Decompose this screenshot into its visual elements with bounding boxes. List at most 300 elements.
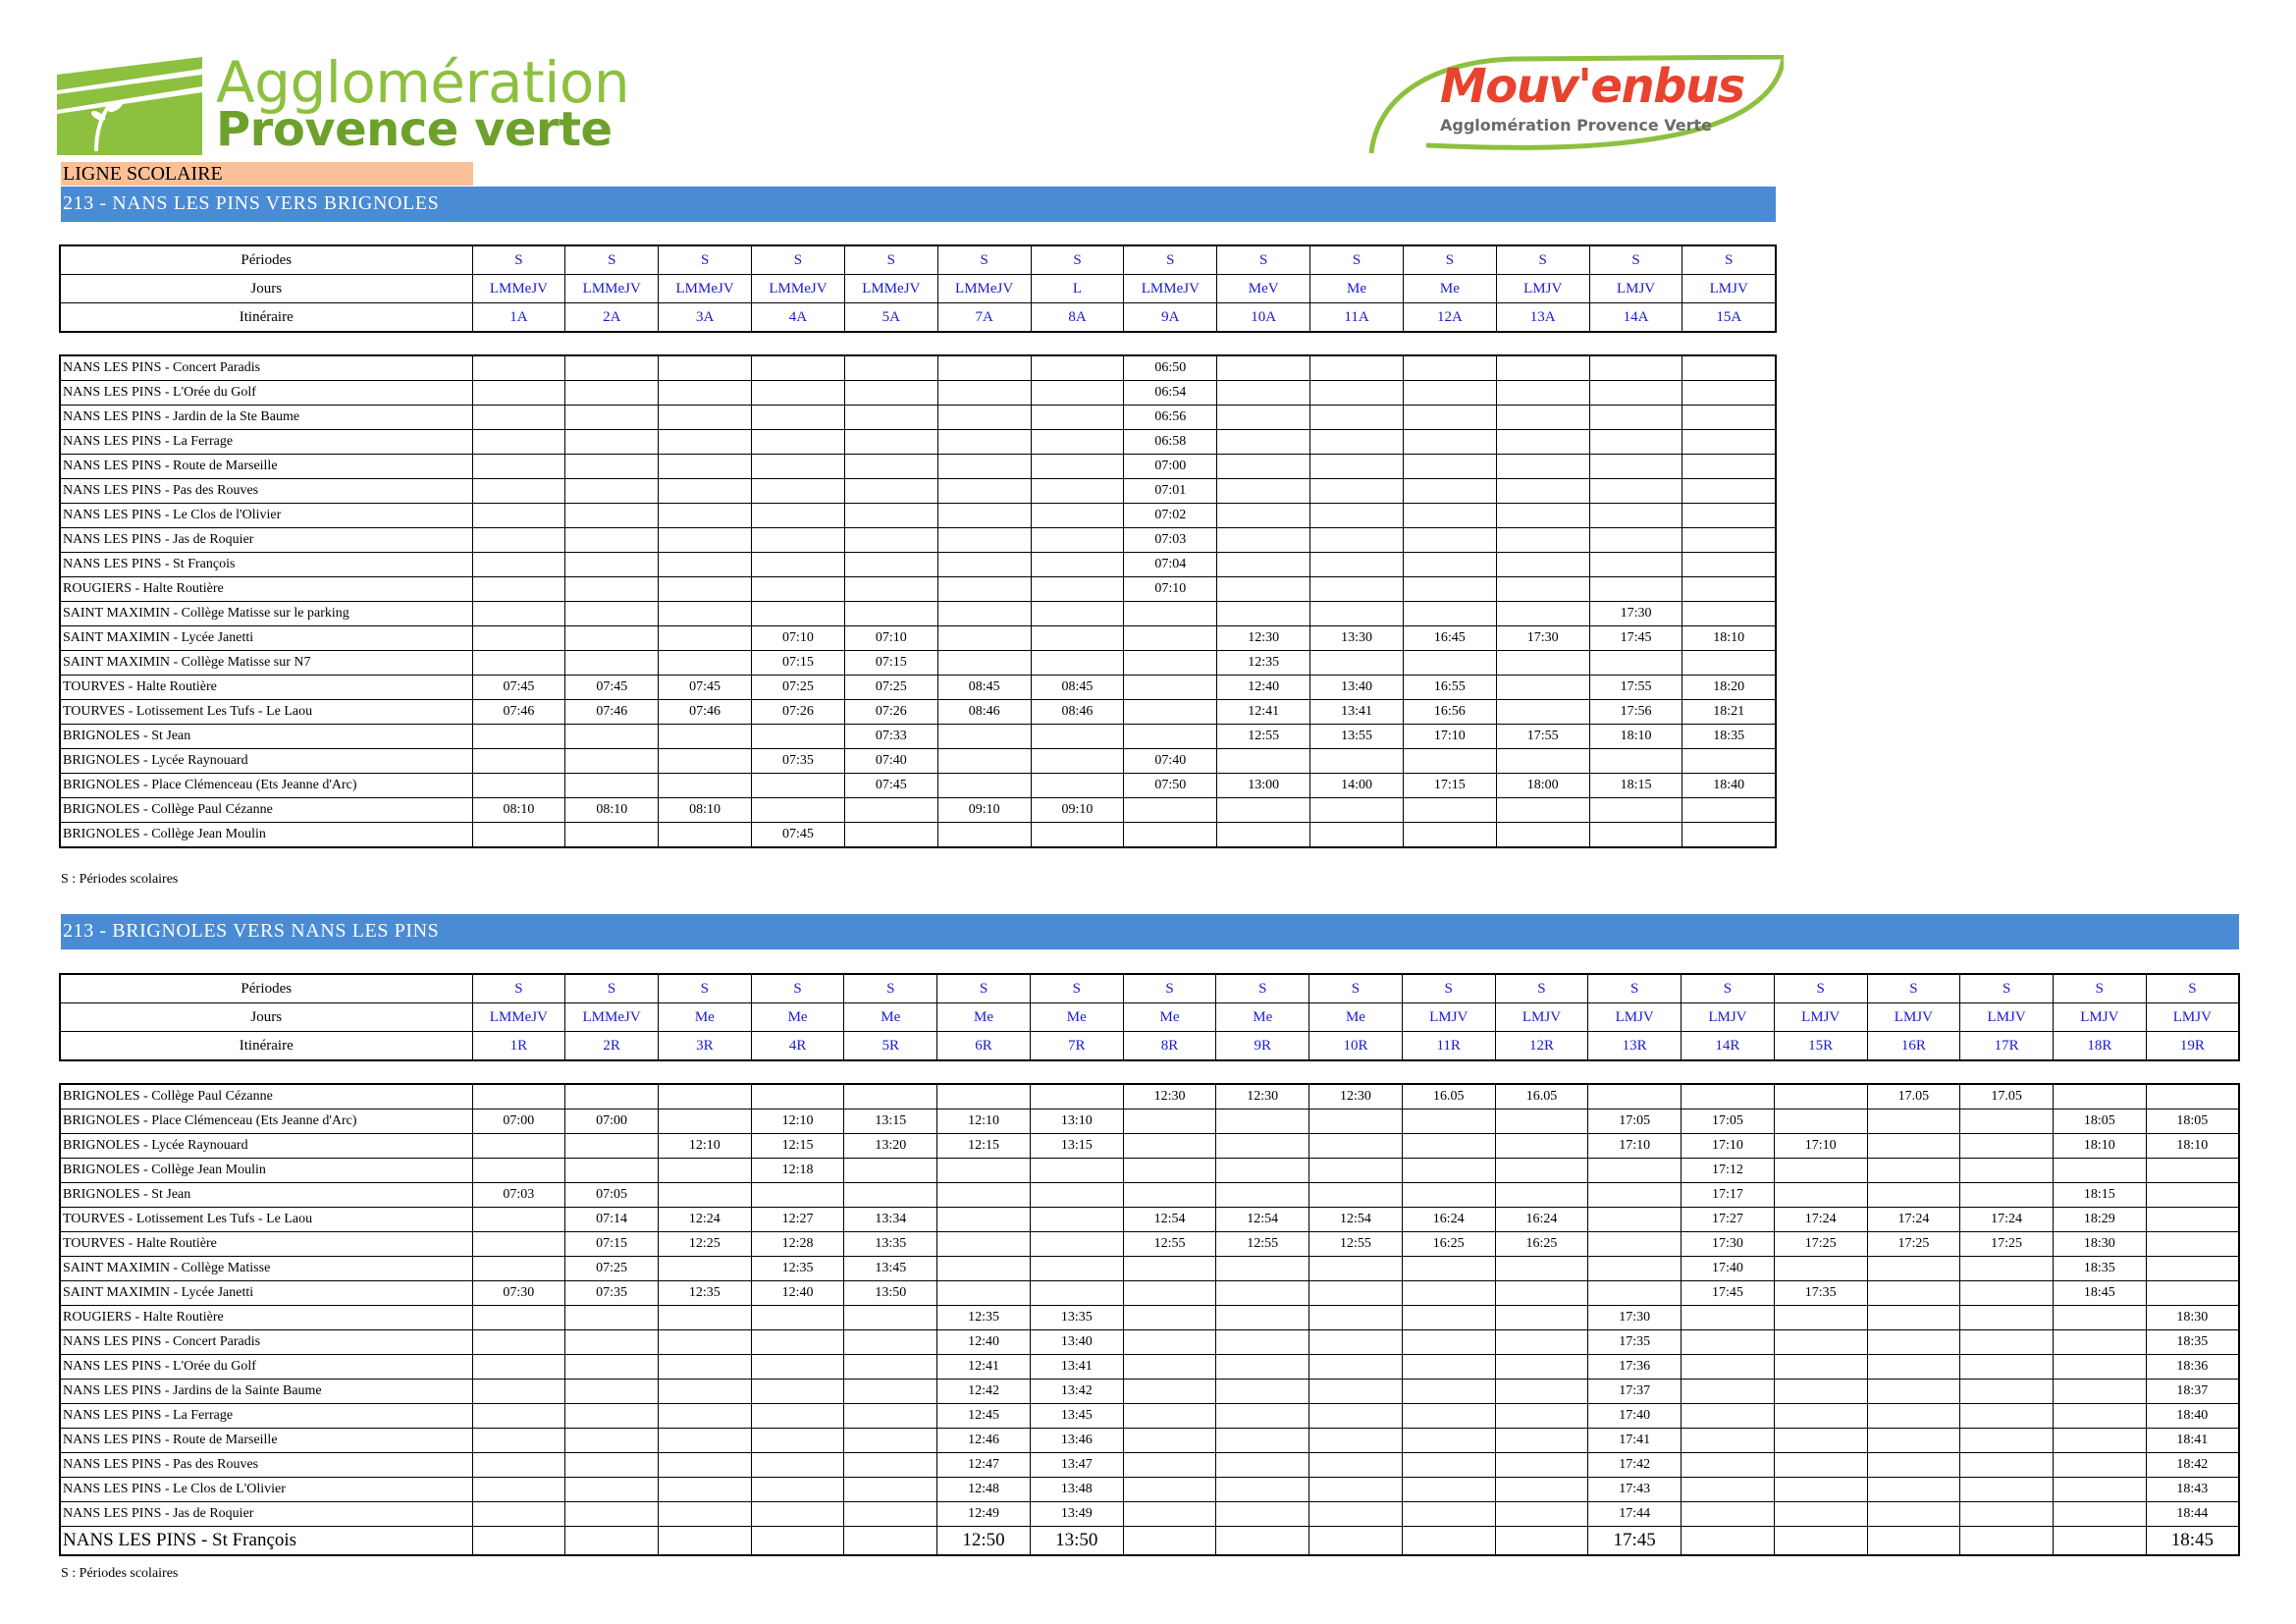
time-cell [658,1527,751,1556]
time-cell [1774,1478,1867,1502]
time-cell [1031,430,1124,455]
time-cell [1309,1330,1403,1355]
time-cell [1309,1478,1403,1502]
time-cell [1216,1380,1309,1404]
time-cell: 07:40 [1124,749,1217,774]
time-cell [1495,1257,1588,1281]
header-cell: S [1309,974,1403,1003]
time-cell [1124,602,1217,626]
timetable-row [60,602,1776,626]
time-cell: 07:25 [844,676,937,700]
time-cell [751,1380,844,1404]
time-cell [1589,355,1682,381]
time-cell [472,504,565,528]
stop-name: NANS LES PINS - Le Clos de L'Olivier [60,1478,472,1502]
header-cell: 5R [844,1032,937,1061]
time-cell [1588,1232,1682,1257]
time-cell: 07:40 [844,749,937,774]
time-cell [1774,1183,1867,1208]
time-cell: 17:40 [1588,1404,1682,1429]
periodes-row [60,974,2239,1003]
time-cell [844,430,937,455]
time-cell [844,406,937,430]
time-cell: 07:50 [1124,774,1217,798]
header-cell: LMMeJV [844,275,937,303]
time-cell [565,1502,659,1527]
time-cell [1682,798,1776,823]
time-cell [1309,1257,1403,1281]
time-cell: 12:35 [1217,651,1310,676]
time-cell: 17:40 [1682,1257,1775,1281]
time-cell [2053,1502,2146,1527]
time-cell [1217,823,1310,848]
header-cell: Me [1310,275,1404,303]
time-cell [937,455,1031,479]
time-cell [1403,602,1496,626]
time-cell: 08:46 [937,700,1031,725]
time-cell: 17:10 [1588,1134,1682,1159]
stop-name: NANS LES PINS - St François [60,1527,472,1556]
time-cell: 13:50 [844,1281,937,1306]
header-cell: MeV [1217,275,1310,303]
time-cell [1309,1134,1403,1159]
time-cell [2053,1527,2146,1556]
time-cell [1496,700,1589,725]
time-cell [2053,1330,2146,1355]
header-cell: S [659,245,752,275]
time-cell [1216,1330,1309,1355]
header-cell: 8A [1031,303,1124,333]
time-cell [752,798,845,823]
stop-name: NANS LES PINS - Concert Paradis [60,355,472,381]
time-cell [937,1281,1031,1306]
time-cell [1495,1330,1588,1355]
time-cell [472,1380,565,1404]
time-cell [1589,406,1682,430]
time-cell [844,798,937,823]
timetable-row [60,381,1776,406]
time-cell [659,602,752,626]
time-cell [659,406,752,430]
header-cell: S [472,245,565,275]
header-cell: LMJV [1682,275,1776,303]
time-cell [472,1404,565,1429]
time-cell [472,1208,565,1232]
header-cell: 3R [658,1032,751,1061]
timetable-row [60,700,1776,725]
mouvenbus-logo [1367,55,1784,157]
time-cell [1124,626,1217,651]
time-cell [1682,504,1776,528]
time-cell [472,381,565,406]
time-cell [1217,430,1310,455]
itineraire-row [60,303,1776,333]
header-cell: L [1031,275,1124,303]
time-cell: 07:14 [565,1208,659,1232]
time-cell: 08:10 [565,798,659,823]
time-cell [1960,1183,2054,1208]
time-cell [1682,406,1776,430]
stop-name: BRIGNOLES - Collège Paul Cézanne [60,1084,472,1110]
header-cell: 18R [2053,1032,2146,1061]
time-cell [1774,1355,1867,1380]
time-cell [752,381,845,406]
time-cell: 13:41 [1310,700,1404,725]
time-cell [1403,406,1496,430]
time-cell [1217,798,1310,823]
time-cell [751,1527,844,1556]
time-cell: 13:20 [844,1134,937,1159]
time-cell [659,823,752,848]
time-cell [1682,1429,1775,1453]
time-cell [1310,577,1404,602]
time-cell [1682,1453,1775,1478]
time-cell [1403,553,1496,577]
time-cell: 12:24 [658,1208,751,1232]
time-cell: 13:35 [844,1232,937,1257]
time-cell [565,528,659,553]
stop-name: NANS LES PINS - Le Clos de l'Olivier [60,504,472,528]
timetable-row [60,1232,2239,1257]
stop-name: SAINT MAXIMIN - Collège Matisse [60,1257,472,1281]
time-cell [1496,455,1589,479]
time-cell [844,1404,937,1429]
time-cell: 17:55 [1496,725,1589,749]
time-cell [1682,528,1776,553]
time-cell [565,355,659,381]
time-cell [844,577,937,602]
time-cell [1309,1159,1403,1183]
time-cell: 16:25 [1402,1232,1495,1257]
time-cell [659,651,752,676]
header-cell: LMMeJV [752,275,845,303]
header-cell: 11R [1402,1032,1495,1061]
time-cell: 08:46 [1031,700,1124,725]
header-cell: S [1682,245,1776,275]
time-cell [844,528,937,553]
time-cell [1682,381,1776,406]
header-cell: S [937,974,1031,1003]
time-cell [659,528,752,553]
time-cell: 07:00 [472,1110,565,1134]
timetable-row [60,504,1776,528]
time-cell: 07:00 [565,1110,659,1134]
time-cell [1309,1183,1403,1208]
time-cell [1589,528,1682,553]
time-cell [2146,1257,2239,1281]
stop-name: NANS LES PINS - L'Orée du Golf [60,1355,472,1380]
header-cell: S [1496,245,1589,275]
stop-name: NANS LES PINS - La Ferrage [60,430,472,455]
time-cell [658,1355,751,1380]
jours-row [60,275,1776,303]
time-cell: 13:48 [1030,1478,1123,1502]
time-cell [565,1478,659,1502]
time-cell [1496,479,1589,504]
header-cell: 4A [752,303,845,333]
time-cell [1031,504,1124,528]
time-cell [1495,1355,1588,1380]
time-cell [937,1257,1031,1281]
time-cell [565,1084,659,1110]
time-cell [1867,1110,1960,1134]
time-cell: 12:54 [1309,1208,1403,1232]
time-cell: 13:10 [1030,1110,1123,1134]
time-cell [1216,1478,1309,1502]
timetable-row [60,1527,2239,1556]
time-cell [1496,676,1589,700]
time-cell [844,455,937,479]
time-cell: 12:30 [1309,1084,1403,1110]
time-cell: 12:40 [1217,676,1310,700]
time-cell [1774,1257,1867,1281]
time-cell: 17:25 [1867,1232,1960,1257]
time-cell: 07:46 [565,700,659,725]
timetable-row [60,1306,2239,1330]
time-cell: 09:10 [1031,798,1124,823]
header-cell: S [2053,974,2146,1003]
time-cell [1123,1355,1216,1380]
time-cell [1031,355,1124,381]
header-label: Jours [60,1003,472,1032]
header-cell: Me [1030,1003,1123,1032]
time-cell: 16:24 [1495,1208,1588,1232]
time-cell [1774,1084,1867,1110]
time-cell [1031,553,1124,577]
time-cell [472,1502,565,1527]
time-cell [472,1257,565,1281]
time-cell [1588,1257,1682,1281]
time-cell [1867,1183,1960,1208]
time-cell [1031,602,1124,626]
time-cell [1123,1134,1216,1159]
time-cell [565,1306,659,1330]
time-cell [1310,355,1404,381]
time-cell: 08:45 [937,676,1031,700]
time-cell [1124,798,1217,823]
time-cell: 12:25 [658,1232,751,1257]
header-cell: Me [1216,1003,1309,1032]
time-cell [658,1257,751,1281]
time-cell [658,1380,751,1404]
time-cell [1217,749,1310,774]
header-cell: 16R [1867,1032,1960,1061]
time-cell [1124,676,1217,700]
time-cell: 18:40 [1682,774,1776,798]
timetable-row [60,1355,2239,1380]
time-cell [2146,1208,2239,1232]
time-cell [844,602,937,626]
time-cell [2053,1429,2146,1453]
time-cell: 17:05 [1588,1110,1682,1134]
timetable-row [60,528,1776,553]
time-cell: 17:35 [1774,1281,1867,1306]
stop-name: NANS LES PINS - Pas des Rouves [60,479,472,504]
time-cell [1496,823,1589,848]
time-cell [565,1404,659,1429]
time-cell [844,1330,937,1355]
time-cell [1216,1453,1309,1478]
timetable-row [60,1478,2239,1502]
agglo-logo-line2: Provence verte [216,102,613,157]
time-cell: 18:35 [2053,1257,2146,1281]
time-cell [1030,1257,1123,1281]
header-cell: Me [937,1003,1031,1032]
time-cell [1123,1306,1216,1330]
header-cell: S [472,974,565,1003]
header-cell: 13A [1496,303,1589,333]
time-cell [1123,1159,1216,1183]
header-label: Jours [60,275,472,303]
time-cell [1310,406,1404,430]
time-cell [1682,823,1776,848]
time-cell [658,1404,751,1429]
time-cell [565,1159,659,1183]
time-cell [1217,479,1310,504]
time-cell [1589,455,1682,479]
timetable-row [60,355,1776,381]
time-cell [1402,1183,1495,1208]
time-cell: 07:03 [472,1183,565,1208]
time-cell [472,1429,565,1453]
stop-name: SAINT MAXIMIN - Lycée Janetti [60,1281,472,1306]
time-cell [1031,528,1124,553]
timetable-row [60,430,1776,455]
mouvenbus-brand-name: Mouv'enbus [1440,59,1744,114]
time-cell: 07:45 [565,676,659,700]
time-cell: 18:36 [2146,1355,2239,1380]
time-cell: 17.05 [1867,1084,1960,1110]
time-cell [1310,479,1404,504]
header-cell: S [1588,974,1682,1003]
time-cell [1495,1453,1588,1478]
time-cell [751,1429,844,1453]
time-cell [751,1084,844,1110]
time-cell: 17:36 [1588,1355,1682,1380]
time-cell [1216,1502,1309,1527]
time-cell [1030,1159,1123,1183]
time-cell [1495,1404,1588,1429]
time-cell [1402,1306,1495,1330]
time-cell [1030,1084,1123,1110]
time-cell [1216,1527,1309,1556]
timetable-row [60,1110,2239,1134]
time-cell [752,406,845,430]
time-cell [472,355,565,381]
time-cell: 07:01 [1124,479,1217,504]
time-cell [1403,577,1496,602]
time-cell [659,430,752,455]
time-cell [472,1134,565,1159]
time-cell: 16.05 [1402,1084,1495,1110]
header-cell: 11A [1310,303,1404,333]
time-cell: 13:45 [1030,1404,1123,1429]
time-cell [937,406,1031,430]
time-cell: 07:25 [752,676,845,700]
time-cell: 18:37 [2146,1380,2239,1404]
time-cell [1217,602,1310,626]
time-cell [2053,1404,2146,1429]
section2-header-table [59,973,2240,1061]
time-cell: 18:30 [2146,1306,2239,1330]
time-cell [1403,798,1496,823]
time-cell [1774,1306,1867,1330]
time-cell [1589,749,1682,774]
time-cell [1589,823,1682,848]
time-cell [752,553,845,577]
time-cell [844,1429,937,1453]
time-cell: 18:10 [1589,725,1682,749]
time-cell [1403,528,1496,553]
timetable-row [60,1159,2239,1183]
time-cell [1403,355,1496,381]
header-cell: S [1123,974,1216,1003]
time-cell [658,1306,751,1330]
time-cell [1496,798,1589,823]
time-cell [1682,1330,1775,1355]
time-cell [1216,1404,1309,1429]
time-cell [659,381,752,406]
mouvenbus-subtitle: Agglomération Provence Verte [1440,116,1712,135]
time-cell [658,1453,751,1478]
section2-title: 213 - BRIGNOLES VERS NANS LES PINS [61,914,2239,949]
header-cell: LMMeJV [937,275,1031,303]
time-cell [844,381,937,406]
time-cell [1496,651,1589,676]
time-cell [1123,1453,1216,1478]
header-cell: Me [658,1003,751,1032]
time-cell [1030,1232,1123,1257]
time-cell [1031,381,1124,406]
time-cell [752,355,845,381]
time-cell [1495,1134,1588,1159]
time-cell [565,479,659,504]
header-cell: LMJV [1589,275,1682,303]
time-cell [752,455,845,479]
time-cell: 07:26 [752,700,845,725]
section1-header-table [59,244,1777,333]
header-cell: LMJV [1495,1003,1588,1032]
time-cell [751,1183,844,1208]
header-cell: 15A [1682,303,1776,333]
timetable-row [60,1429,2239,1453]
time-cell [1960,1257,2054,1281]
time-cell: 12:55 [1123,1232,1216,1257]
time-cell [1031,626,1124,651]
time-cell [937,430,1031,455]
time-cell [472,553,565,577]
time-cell: 12:18 [751,1159,844,1183]
time-cell: 07:45 [752,823,845,848]
time-cell: 12:54 [1216,1208,1309,1232]
time-cell: 12:40 [751,1281,844,1306]
time-cell [1403,479,1496,504]
time-cell [565,626,659,651]
time-cell: 17:45 [1682,1281,1775,1306]
time-cell [2146,1084,2239,1110]
time-cell: 12:10 [658,1134,751,1159]
time-cell [1496,406,1589,430]
time-cell [1402,1330,1495,1355]
stop-name: SAINT MAXIMIN - Collège Matisse sur N7 [60,651,472,676]
time-cell [472,455,565,479]
time-cell: 16:45 [1403,626,1496,651]
time-cell [1589,798,1682,823]
time-cell: 08:45 [1031,676,1124,700]
time-cell [937,1084,1031,1110]
time-cell [2053,1306,2146,1330]
time-cell: 18:10 [2053,1134,2146,1159]
